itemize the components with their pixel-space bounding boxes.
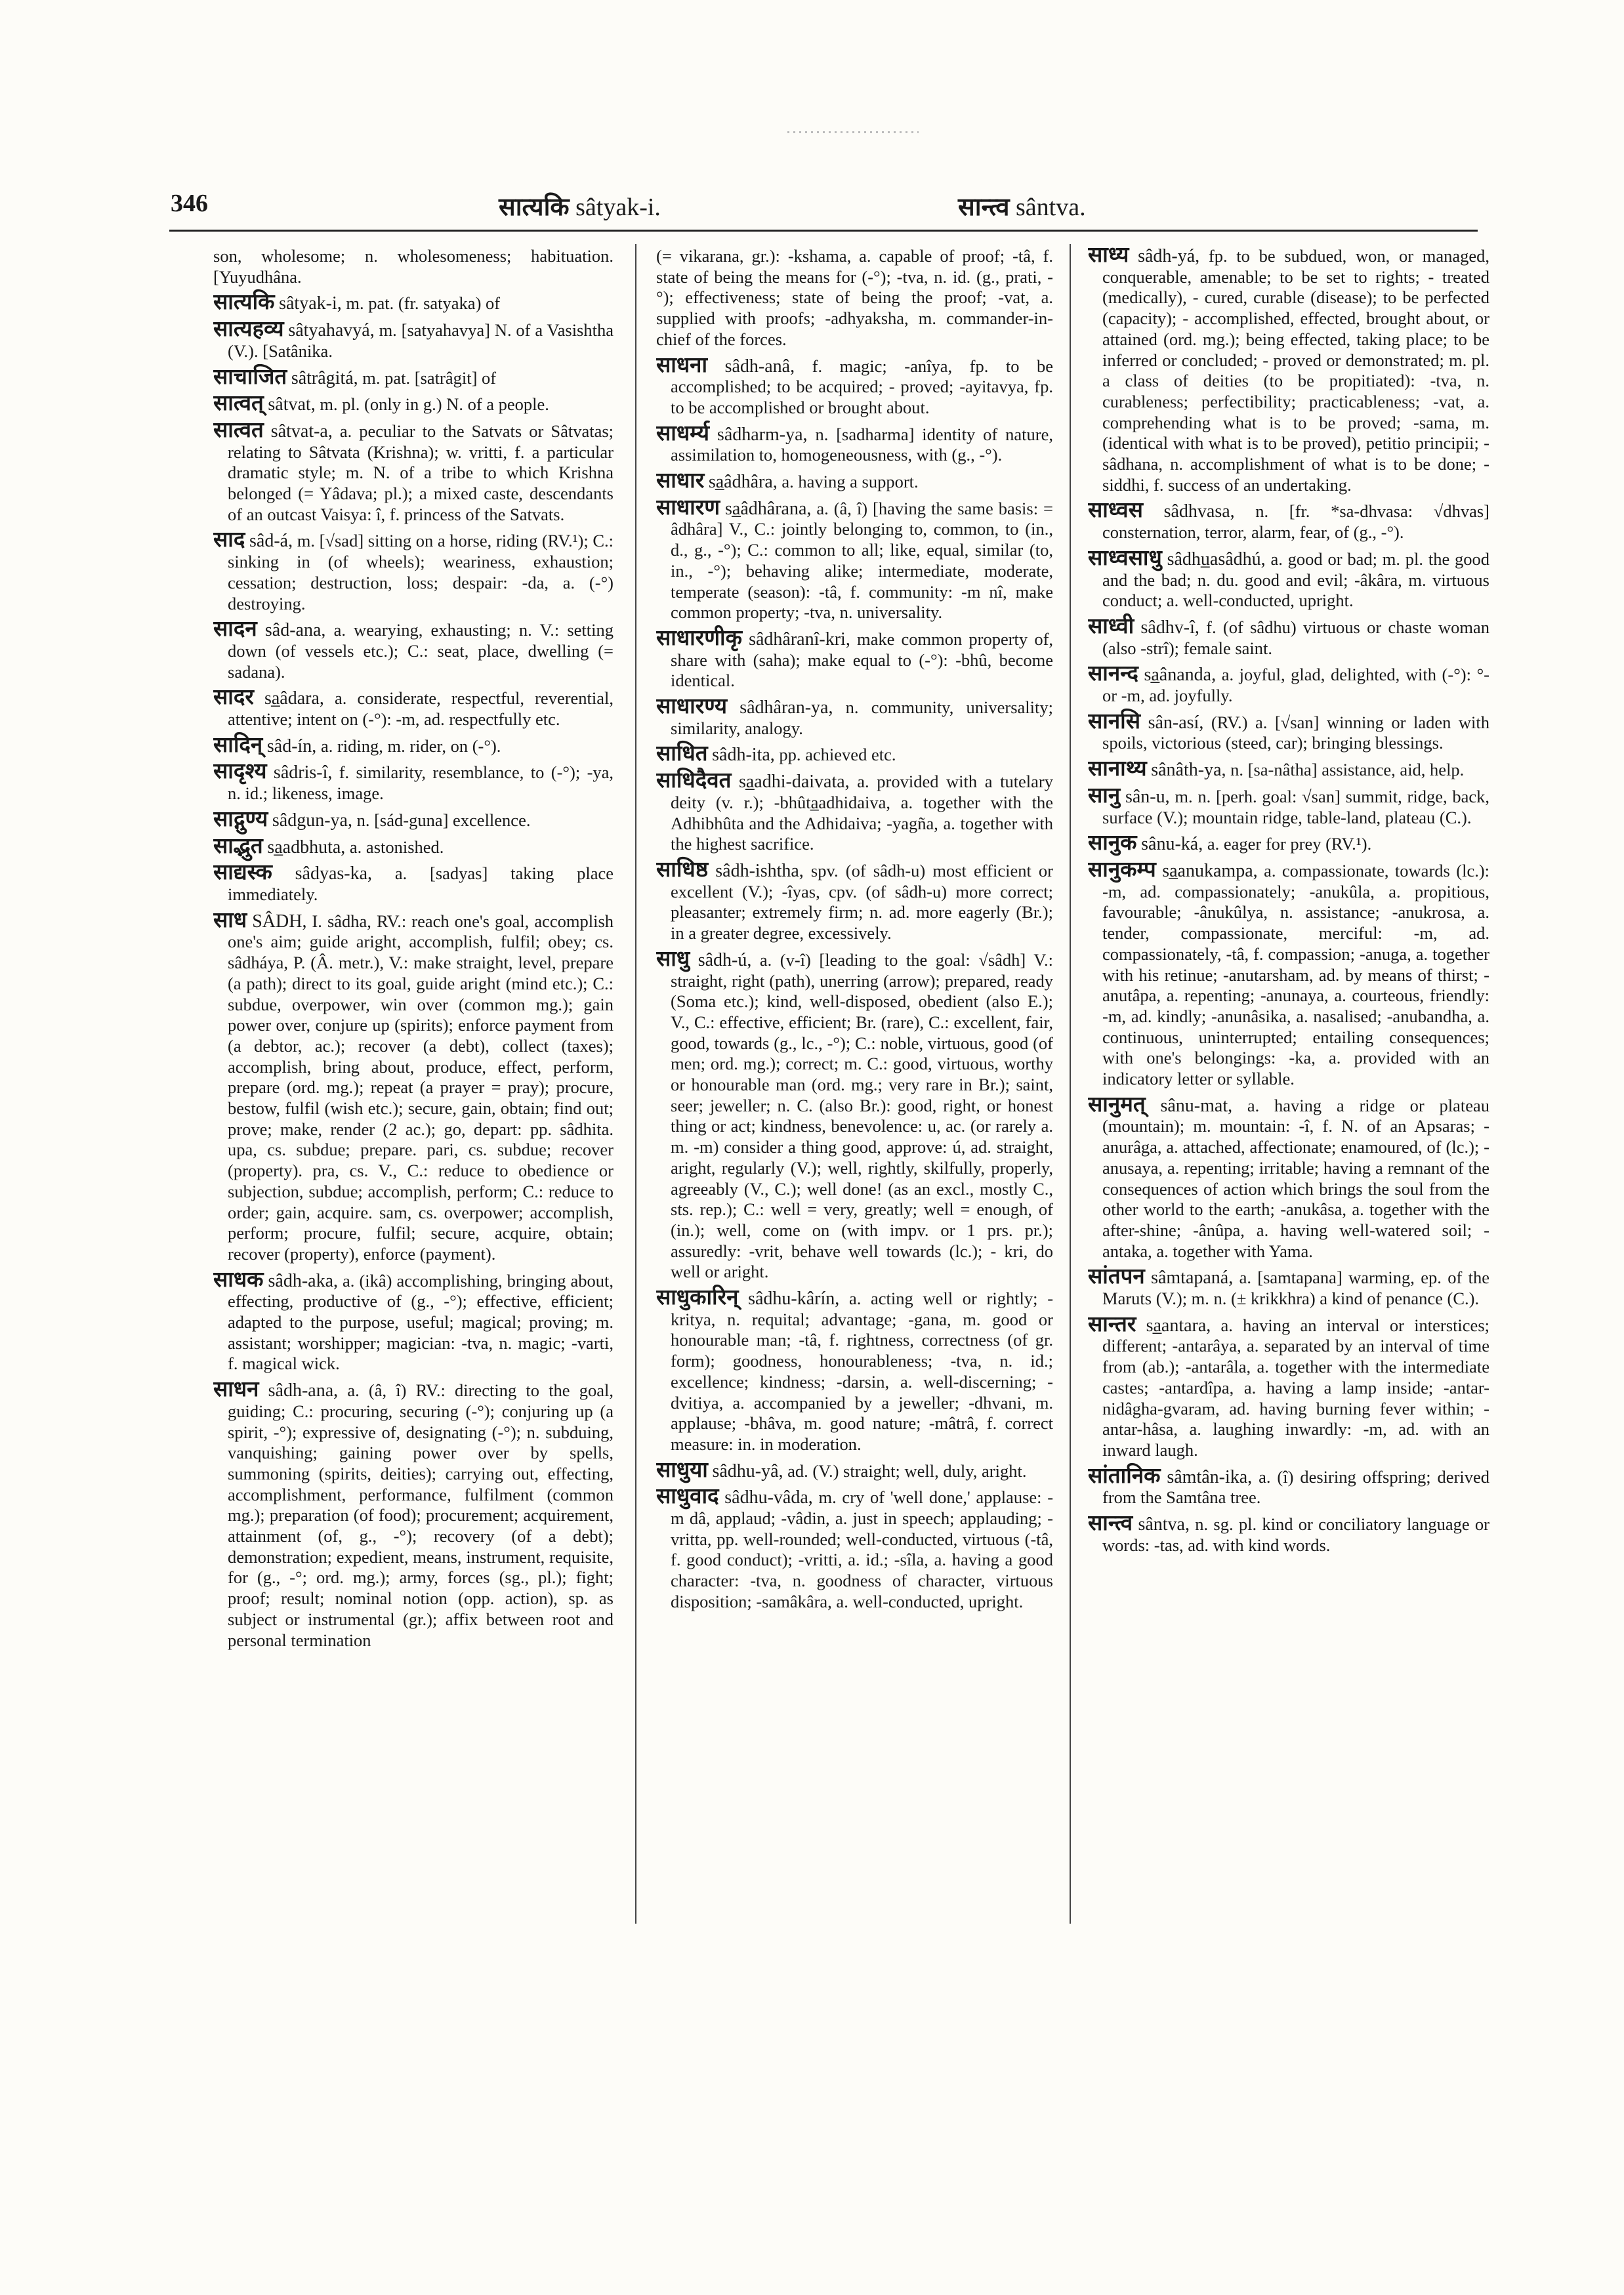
entry-transliteration: sâtyahavyá, xyxy=(288,320,375,341)
entry-definition: a. riding, m. rider, on (-°). xyxy=(320,735,501,756)
entry-headword-devanagari: सादर xyxy=(213,684,254,710)
entry-headword-devanagari: सात्यकि xyxy=(213,289,275,315)
entry-headword-devanagari: साधार xyxy=(656,467,705,493)
entry-definition: m. pat. [satrâgit] of xyxy=(362,367,497,388)
entry-transliteration: sâdh-ana, xyxy=(268,1380,339,1401)
dictionary-entry xyxy=(213,244,614,287)
entry-headword-devanagari: साधर्म्य xyxy=(656,419,710,445)
entry-headword-devanagari: सात्यहव्य xyxy=(213,316,284,342)
entry-headword-devanagari: सात्वत xyxy=(213,416,264,442)
entry-transliteration: sâmtapaná, xyxy=(1151,1268,1234,1289)
entry-transliteration: sâdris-î, xyxy=(273,762,333,783)
entry-transliteration: sa̲adbhuta, xyxy=(267,837,346,858)
dictionary-entry xyxy=(1088,1310,1489,1461)
entry-definition: a. astonished. xyxy=(349,837,444,857)
dictionary-entry xyxy=(213,686,614,730)
dictionary-entry xyxy=(1088,1512,1489,1556)
dictionary-entry xyxy=(213,1266,614,1375)
header-right-guide xyxy=(958,189,1086,223)
entry-transliteration: sa̲adhi-daivata, xyxy=(738,772,850,793)
header-right-latin: sântva. xyxy=(1015,194,1086,221)
entry-headword-devanagari: साद्गुण्य xyxy=(213,805,268,831)
entry-headword-devanagari: साधित xyxy=(656,740,708,766)
header-left-devanagari: सात्यकि xyxy=(499,192,570,221)
entry-definition: a. [sadyas] taking place immediately. xyxy=(228,863,614,904)
entry-definition: m. [√sad] sitting on a horse, riding (RV.¹); C.: sinking in (of wheels); weariness, exhaustion; cessation; destruction, loss; despair: -da, a. (-°) destroying. xyxy=(228,531,614,613)
dictionary-entry xyxy=(213,318,614,362)
dictionary-entry xyxy=(656,695,1053,739)
entry-transliteration: sâdhâran-ya, xyxy=(739,697,833,718)
dictionary-entry xyxy=(656,493,1053,623)
entry-definition: a. having a support. xyxy=(781,472,919,492)
dictionary-entry xyxy=(1088,660,1489,706)
entry-transliteration: sa̲âdhâra, xyxy=(708,472,778,493)
dictionary-entry xyxy=(213,392,614,415)
entry-headword-devanagari: सानु xyxy=(1088,781,1121,808)
dictionary-entry xyxy=(1088,1462,1489,1508)
entry-definition: m. pl. (only in g.) N. of a people. xyxy=(320,394,549,415)
entry-transliteration: sâdh-yá, xyxy=(1138,246,1200,266)
entry-definition: n. [sadharma] identity of nature, assimilation to, homogeneousness, with (g., -°). xyxy=(671,424,1053,465)
dictionary-entry xyxy=(656,740,1053,766)
dictionary-entry xyxy=(213,1378,614,1651)
dictionary-entry xyxy=(1088,244,1489,495)
dictionary-entry xyxy=(1088,755,1489,781)
entry-headword-devanagari: साधक xyxy=(213,1266,264,1292)
dictionary-entry xyxy=(1088,707,1489,754)
dictionary-entry xyxy=(656,767,1053,855)
dictionary-entry xyxy=(213,805,614,831)
entry-headword-devanagari: साधुवाद xyxy=(656,1483,719,1509)
entry-transliteration: sâd-á, xyxy=(249,531,293,552)
entry-definition: f. (of sâdhu) virtuous or chaste woman (also -strî); female saint. xyxy=(1102,617,1489,658)
entry-transliteration: sâdgun-ya, xyxy=(272,810,352,831)
header-rule xyxy=(169,230,1478,232)
entry-definition: a. having a ridge or plateau (mountain); m. mountain: -î, f. N. of an Apsaras; -anurâga, a. attached, affectionate; enamoured, of (lc.); -anusaya, a. repenting; irritable; having a remnant of the consequences of action which brings the soul from the other world to the earth; -anukâsa, a. together with the after-shine; -ânûpa, a. having well-watered soil; -antaka, a. together with Yama. xyxy=(1102,1095,1489,1261)
header-right-devanagari: सान्त्व xyxy=(958,192,1010,221)
entry-definition: n. community, universality; similarity, analogy. xyxy=(671,697,1053,738)
entry-headword-devanagari: साधुया xyxy=(656,1456,708,1482)
dictionary-entry xyxy=(213,861,614,905)
entry-headword-devanagari: सांतपन xyxy=(1088,1263,1145,1289)
column-1 xyxy=(213,244,614,2164)
entry-headword-devanagari: साध्वी xyxy=(1088,612,1135,638)
entry-headword-devanagari: साद्यस्क xyxy=(213,859,272,885)
entry-transliteration: sântva, xyxy=(1138,1514,1190,1535)
entry-definition: m. [satyahavya] N. of a Vasishtha (V.). [Satânika. xyxy=(228,320,614,361)
entry-headword-devanagari: सानन्द xyxy=(1088,660,1138,686)
entry-transliteration: sâdh-ita, xyxy=(712,745,775,766)
page-header xyxy=(171,189,1476,223)
entry-definition: a. provided with a tutelary deity (v. r.); -bhûta̲adhidaiva, a. together with the Adhibhûta and the Adhidaiva; -yagña, a. together with the highest sacrifice. xyxy=(671,772,1053,854)
entry-transliteration: sa̲âdara, xyxy=(264,688,324,709)
entry-transliteration: sâdhu-kârín, xyxy=(748,1289,840,1310)
entry-headword-devanagari: सान्तर xyxy=(1088,1310,1136,1336)
entry-transliteration: sâdh-ishtha, xyxy=(715,860,804,881)
dictionary-entry xyxy=(656,1284,1053,1455)
dictionary-entry xyxy=(656,419,1053,466)
entry-definition: son, wholesome; n. wholesomeness; habituation. [Yuyudhâna. xyxy=(213,246,614,287)
entry-transliteration: sâdhu-vâda, xyxy=(724,1487,813,1508)
entry-definition: a. acting well or rightly; -kritya, n. requital; advantage; -gana, m. good or honourable man; -tâ, f. rightness, correctness (of gr. form); goodness, honourableness; -tva, n. id.; excellence; kindness; -darsin, a. well-discerning; -dvitiya, a. accompanied by a jeweller; -dhvani, m. applause; -bhâva, m. good nature; -mâtrâ, f. correct measure: in. in moderation. xyxy=(671,1289,1053,1454)
entry-definition: fp. to be subdued, won, or managed, conquerable, amenable; to be set to rights; - treated (medically), - cured, curable (disease); to be perfected (capacity); - accomplished, effected, brought about, or attained (ord. mg.); being effected, taking place; to be inferred or concluded; - proved or demonstrated; m. pl. a class of deities (to be propitiated): -tva, n. curableness; perfectibility; practicableness; -vat, a. comprehending what is to be proved; -sama, m. (identical with what is to be proved), petitio principii; -sâdhana, n. accomplishment of what is to be done; -siddhi, f. success of an undertaking. xyxy=(1102,246,1489,495)
dictionary-entry xyxy=(1088,1090,1489,1262)
entry-definition: a. having an interval or interstices; different; -antarâya, a. separated by an interval of time from (ab.); -antarâla, a. together with the intermediate castes; -antardîpa, a. having a lamp inside; -antar-nidâgha-gvaram, ad. having burning fever within; -antar-hâsa, a. laughing inwardly: -m, ad. with an inward laugh. xyxy=(1102,1315,1489,1460)
entry-transliteration: sa̲anukampa, xyxy=(1162,860,1258,881)
entry-definition: n. sg. pl. kind or conciliatory language or words: -tas, ad. with kind words. xyxy=(1102,1514,1489,1555)
entry-definition: a. [samtapana] warming, ep. of the Maruts (V.); m. n. (± krikkhra) a kind of penance (C.). xyxy=(1102,1268,1489,1309)
entry-transliteration: sâdhâranî-kri, xyxy=(749,629,850,650)
entry-headword-devanagari: साधु xyxy=(656,945,690,971)
entry-transliteration: sâtvat, xyxy=(268,394,316,415)
dictionary-entry xyxy=(656,1456,1053,1482)
dictionary-entry xyxy=(656,945,1053,1283)
entry-definition: m. pat. (fr. satyaka) of xyxy=(346,293,501,314)
dictionary-entry xyxy=(656,467,1053,493)
dictionary-entry xyxy=(656,244,1053,350)
entry-definition: pp. achieved etc. xyxy=(779,745,896,765)
entry-transliteration: sânu-mat, xyxy=(1160,1095,1233,1116)
entry-headword-devanagari: साधारणीकृ xyxy=(656,624,742,650)
column-divider-1 xyxy=(635,244,636,1924)
entry-definition: a. good or bad; m. pl. the good and the bad; n. du. good and evil; -âkâra, m. virtuous conduct; a. well-conducted, upright. xyxy=(1102,548,1489,611)
entry-headword-devanagari: साध्वस xyxy=(1088,497,1143,523)
column-3 xyxy=(1088,244,1489,2164)
entry-definition: a. (ikâ) accomplishing, bringing about, effecting, productive of (g., -°); effective, efficient; adapted to the purpose, useful; magical; proving; m. assistant; worshipper; magician: -tva, n. magic; -varti, f. magical wick. xyxy=(228,1270,614,1374)
dictionary-entry xyxy=(656,351,1053,419)
top-scan-noise xyxy=(787,131,919,133)
entry-transliteration: SÂDH, xyxy=(252,911,307,932)
entry-transliteration: sâd-ín, xyxy=(266,735,317,756)
entry-definition: m. n. [perh. goal: √san] summit, ridge, back, surface (V.); mountain ridge, table-land, plateau (C.). xyxy=(1102,786,1489,827)
dictionary-entry xyxy=(1088,544,1489,611)
dictionary-entry xyxy=(1088,829,1489,856)
entry-headword-devanagari: सादिन् xyxy=(213,731,263,757)
entry-definition: n. [sád-guna] excellence. xyxy=(356,810,531,830)
dictionary-entry xyxy=(213,416,614,526)
entry-transliteration: sâmtân-ika, xyxy=(1167,1466,1253,1487)
entry-definition: ad. (V.) straight; well, duly, aright. xyxy=(787,1460,1027,1481)
dictionary-entry xyxy=(213,731,614,757)
entry-transliteration: sâdh-anâ, xyxy=(724,356,795,377)
entry-definition: a. eager for prey (RV.¹). xyxy=(1207,834,1372,854)
page-number: 346 xyxy=(171,190,208,217)
entry-headword-devanagari: सात्वत् xyxy=(213,390,264,416)
entry-transliteration: sâdyas-ka, xyxy=(295,863,373,884)
entry-definition: a. (â, î) RV.: directing to the goal, guiding; C.: procuring, securing (-°); conjuring up (a spirit, -°); expressive of, designating (-°); n. subduing, vanquishing; gaining power over by spells, summoning (spirits, deities); carrying out, effecting, accomplishment, performance, fulfilment (common mg.); preparation (of food); procurement; acquirement, attainment (of, g., -°); recovery (of a debt); demonstration; expedient, means, instrument, requisite, for (g., -°; ord. mg.); army, forces (sg., pl.); fight; proof; result; nominal notion (opp. action), sp. as subject or instrumental (gr.); affix between root and personal termination xyxy=(228,1380,614,1650)
column-divider-2 xyxy=(1070,244,1071,1924)
entry-headword-devanagari: साधिष्ठ xyxy=(656,856,709,882)
entry-headword-devanagari: साधिदैवत xyxy=(656,767,732,793)
entry-headword-devanagari: साध्य xyxy=(1088,244,1129,267)
header-left-guide xyxy=(499,189,661,223)
entry-headword-devanagari: सानुमत् xyxy=(1088,1090,1146,1117)
entry-transliteration: sâdh-ú, xyxy=(697,949,752,970)
entry-headword-devanagari: साध्वसाधु xyxy=(1088,544,1162,570)
entry-transliteration: sâtrâgitá, xyxy=(291,367,358,388)
entry-headword-devanagari: साधुकारिन् xyxy=(656,1284,739,1310)
dictionary-entry xyxy=(1088,856,1489,1090)
entry-transliteration: sâdharm-ya, xyxy=(717,424,808,445)
entry-transliteration: sânu-ká, xyxy=(1141,834,1203,855)
dictionary-entry xyxy=(213,906,614,1265)
entry-transliteration: sâdhvasa, xyxy=(1163,501,1235,522)
entry-transliteration: sâdhu-yâ, xyxy=(712,1460,783,1481)
entry-definition: (RV.) a. [√san] winning or laden with spoils, victorious (steed, car); bringing blessings. xyxy=(1102,712,1489,753)
dictionary-entry xyxy=(213,526,614,614)
entry-definition: a. (v-î) [leading to the goal: √sâdh] V.: straight, right (path), unerring (arrow); prepared, ready (Soma etc.); kind, well-disposed, obedient (also E.); V., C.: effective, efficient; Br. (rare), C.: excellent, fair, good, towards (g., lc., -°); C.: noble, virtuous, good (of men; ord. mg.); correct; m. C.: good, virtuous, worthy or honourable man (ord. mg.; very rare in Br.); saint, seer; jeweller; n. C. (also Br.): good, right, or honest thing or act; kindness, benevolence: u, ac. (or rarely a. m. -m) consider a thing good, approve: ú, ad. straight, aright, regularly (V.); well, rightly, skilfully, properly, agreeably (V., C.); well done! (as an excl., mostly C., sts. rep.); C.: well = very, greatly; well = enough, of (in.); well, come on (with impv. or 1 prs. pr.); assuredly: -vrit, behave well towards (lc.); - kri, do well or aright. xyxy=(671,949,1053,1282)
entry-transliteration: sa̲antara, xyxy=(1146,1315,1211,1336)
entry-transliteration: sa̲âdhârana, xyxy=(725,498,812,519)
entry-definition: a. compassionate, towards (lc.): -m, ad. compassionately; -anukûla, a. propitious, favourable; -ânukûlya, n. assistance; -anukrosa, a. tender, compassionate, merciful: -m, ad. compassionately, -tâ, f. compassion; -anuga, a. together with his retinue; -anutarsham, ad. by means of thirst; -anutâpa, a. repenting; -anunaya, a. courteous, friendly: -m, ad. kindly; -anunâsika, a. nasalised; -anubandha, a. continuous, uninterrupted; entailing consequences; with one's belongings: -ka, a. provided with an indicatory letter or syllable. xyxy=(1102,860,1489,1089)
entry-definition: (= vikarana, gr.): -kshama, a. capable of proof; -tâ, f. state of being the means for (-°); -tva, n. id. (g., prati, -°); effectiveness; state of being the proof; -vat, a. supplied with proofs; -adhyaksha, m. commander-in-chief of the forces. xyxy=(656,246,1053,349)
entry-headword-devanagari: सानुकम्प xyxy=(1088,856,1156,882)
entry-headword-devanagari: साद्भुत xyxy=(213,832,263,858)
entry-transliteration: sâtyak-i, xyxy=(279,293,342,314)
dictionary-entry xyxy=(213,291,614,314)
dictionary-entry xyxy=(1088,781,1489,828)
entry-transliteration: sâd-ana, xyxy=(264,620,326,641)
entry-definition: spv. (of sâdh-u) most efficient or excellent (V.); -îyas, cpv. (of sâdh-u) more correct; pleasanter; extremely firm; n. ad. more eagerly (Br.); in a greater degree, excessively. xyxy=(671,860,1053,943)
header-left-latin: sâtyak-i. xyxy=(575,194,661,221)
entry-definition: f. similarity, resemblance, to (-°); -ya, n. id.; likeness, image. xyxy=(228,762,614,804)
dictionary-entry xyxy=(656,856,1053,944)
entry-headword-devanagari: सादृश्य xyxy=(213,758,267,784)
entry-definition: a. (î) desiring offspring; derived from the Samtâna tree. xyxy=(1102,1466,1489,1508)
entry-headword-devanagari: साधन xyxy=(213,1376,259,1402)
entry-definition: a. peculiar to the Satvats or Sâtvatas; relating to Sâtvata (Krishna); w. vritti, f. a particular dramatic style; m. N. of a tribe to which Krishna belonged (= Yâdava; pl.); a mixed caste, descendants of an outcast Vaisya: î, f. princess of the Satvats. xyxy=(228,421,614,524)
entry-headword-devanagari: साधारण xyxy=(656,493,720,520)
entry-transliteration: sânâth-ya, xyxy=(1151,760,1226,781)
dictionary-entry xyxy=(213,760,614,804)
entry-definition: a. considerate, respectful, reverential, attentive; intent on (-°): -m, ad. respectfully etc. xyxy=(228,688,614,730)
entry-headword-devanagari: सान्त्व xyxy=(1088,1510,1133,1536)
dictionary-entry xyxy=(213,615,614,682)
dictionary-entry xyxy=(213,363,614,389)
dictionary-entry xyxy=(1088,1263,1489,1309)
dictionary-entry xyxy=(656,1485,1053,1612)
entry-transliteration: sa̲ânanda, xyxy=(1144,665,1217,686)
entry-definition: f. magic; -anîya, fp. to be accomplished; to be acquired; - proved; -ayitavya, fp. to be accomplished or brought about. xyxy=(671,356,1053,417)
entry-transliteration: sân-así, xyxy=(1148,712,1204,733)
entry-headword-devanagari: साधारण्य xyxy=(656,693,728,719)
entry-definition: I. sâdha, RV.: reach one's goal, accomplish one's aim; guide aright, accomplish, fulfil; obey; cs. sâdháya, P. (Â. metr.), V.: make straight, level, prepare (a path); direct to its goal, guide aright (mind etc.); C.: subdue, overpower, win over (common mg.); gain power over, conjure up (spirits); enforce payment from (a debtor, ac.); recover (a debt), collect (taxes); accomplish, bring about, produce, effect, perform, prepare (ord. mg.); repeat (a prayer = pray); procure, bestow, fulfil (wish etc.); secure, gain, obtain; find out; prove; make, render (2 ac.); go, depart: pp. sâdhita. upa, cs. subdue; prepare. pari, cs. subdue; recover (property). pra, cs. V., C.: reduce to obedience or subjection, subdue; accomplish, perform; C.: reduce to order; gain, acquire. sam, cs. overpower; accomplish, perform; procure, fulfil; secure, acquire, obtain; recover (property), enforce (payment). xyxy=(228,911,614,1264)
entry-definition: m. cry of 'well done,' applause: -m dâ, applaud; -vâdin, a. just in speech; applauding; -vritta, pp. well-rounded; well-conducted, virtuous (-tâ, f. good conduct); -vritti, a. id.; -sîla, a. having a good character: -tva, n. goodness of character, virtuous disposition; -samâkâra, a. well-conducted, upright. xyxy=(671,1487,1053,1611)
entry-headword-devanagari: सानाथ्य xyxy=(1088,755,1147,781)
entry-definition: a. joyful, glad, delighted, with (-°): °- or -m, ad. joyfully. xyxy=(1102,665,1489,706)
entry-transliteration: sâdhv-î, xyxy=(1140,617,1199,638)
entry-headword-devanagari: साधना xyxy=(656,351,708,377)
dictionary-entry xyxy=(213,832,614,858)
entry-headword-devanagari: सानसि xyxy=(1088,707,1141,734)
entry-headword-devanagari: सांतानिक xyxy=(1088,1462,1161,1488)
entry-definition: a. (â, î) [having the same basis: = âdhâra] V., C.: jointly belonging to, common, to (in., d., g., -°); C.: common to all; like, equal, similar (to, in., -°); behaving alike; intermediate, moderate, temperate (season): -tâ, f. community: -m nî, make common property; -tva, n. universality. xyxy=(671,498,1053,623)
entry-headword-devanagari: सानुक xyxy=(1088,829,1137,856)
dictionary-entry xyxy=(1088,499,1489,543)
entry-definition: make common property of, share with (saha); make equal to (-°): -bhû, become identical. xyxy=(671,629,1053,691)
dictionary-entry xyxy=(656,624,1053,692)
column-2 xyxy=(656,244,1053,2164)
dictionary-entry xyxy=(1088,612,1489,659)
entry-headword-devanagari: साचाजित xyxy=(213,363,287,389)
entry-transliteration: sâdhu̲asâdhú, xyxy=(1167,548,1266,569)
entry-definition: n. [sa-nâtha] assistance, aid, help. xyxy=(1230,760,1465,780)
entry-definition: a. wearying, exhausting; n. V.: setting down (of vessels etc.); C.: seat, place, dwelling (= sadana). xyxy=(228,620,614,682)
entry-transliteration: sâtvat-a, xyxy=(270,421,333,442)
entry-transliteration: sâdh-aka, xyxy=(268,1270,339,1291)
entry-headword-devanagari: साध xyxy=(213,906,247,932)
entry-headword-devanagari: सादन xyxy=(213,615,257,642)
entry-transliteration: sân-u, xyxy=(1125,786,1170,807)
entry-headword-devanagari: साद xyxy=(213,526,245,552)
entry-definition: n. [fr. *sa-dhvasa: √dhvas] consternation, terror, alarm, fear, of (g., -°). xyxy=(1102,501,1489,543)
